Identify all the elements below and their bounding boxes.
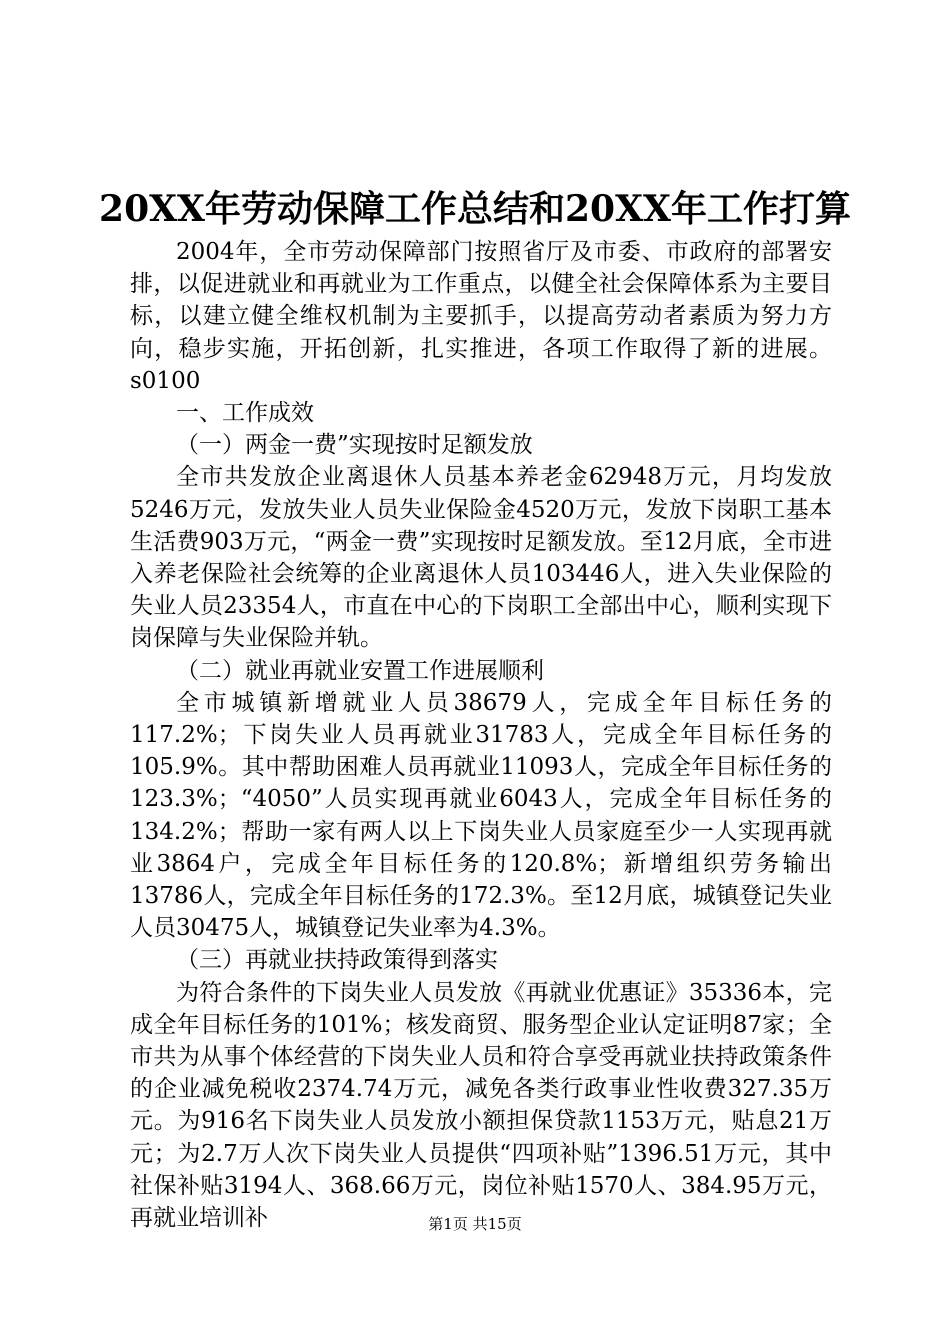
document-body <box>130 236 832 1234</box>
document-title: 20XX年劳动保障工作总结和20XX年工作打算 <box>99 188 851 230</box>
paragraph-reemployment-policy: 为符合条件的下岗失业人员发放《再就业优惠证》35336本，完成全年目标任务的101%；核发商贸、服务型企业认定证明87家；全市共为从事个体经营的下岗失业人员和符合享受再就业扶持政策条件的企业减免税收2374.74万元，减免各类行政事业性收费327.35万元。为916名下岗失业人员发放小额担保贷款1153万元，贴息21万元；为2.7万人次下岗失业人员提供“四项补贴”1396.51万元，其中社保补贴3194人、368.66万元，岗位补贴1570人、384.95万元，再就业培训补 <box>130 979 832 1232</box>
subsection-heading-2: （二）就业再就业安置工作进展顺利 <box>176 657 544 684</box>
subsection-heading-1: （一）两金一费”实现按时足额发放 <box>176 432 533 459</box>
subsection-heading-3: （三）再就业扶持政策得到落实 <box>176 947 498 974</box>
paragraph-employment: 全市城镇新增就业人员38679人，完成全年目标任务的117.2%；下岗失业人员再就业31783人，完成全年目标任务的105.9%。其中帮助困难人员再就业11093人，完成全年目标任务的123.3%；“4050”人员实现再就业6043人，完成全年目标任务的134.2%；帮助一家有两人以上下岗失业人员家庭至少一人实现再就业3864户，完成全年目标任务的120.8%；新增组织劳务输出13786人，完成全年目标任务的172.3%。至12月底，城镇登记失业人员30475人，城镇登记失业率为4.3%。 <box>130 689 832 942</box>
section-heading-achievements: 一、工作成效 <box>176 400 314 427</box>
paragraph-pension-payments: 全市共发放企业离退休人员基本养老金62948万元，月均发放5246万元，发放失业人员失业保险金4520万元，发放下岗职工基本生活费903万元，“两金一费”实现按时足额发放。至12月底，全市进入养老保险社会统筹的企业离退休人员103446人，进入失业保险的失业人员23354人，市直在中心的下岗职工全部出中心，顺利实现下岗保障与失业保险并轨。 <box>130 464 832 652</box>
intro-paragraph: 2004年，全市劳动保障部门按照省厅及市委、市政府的部署安排，以促进就业和再就业为工作重点，以健全社会保障体系为主要目标，以建立健全维权机制为主要抓手，以提高劳动者素质为努力方向，稳步实施，开拓创新，扎实推进，各项工作取得了新的进展。s0100 <box>130 239 832 394</box>
page-footer: 第1页 共15页 <box>428 1215 522 1233</box>
